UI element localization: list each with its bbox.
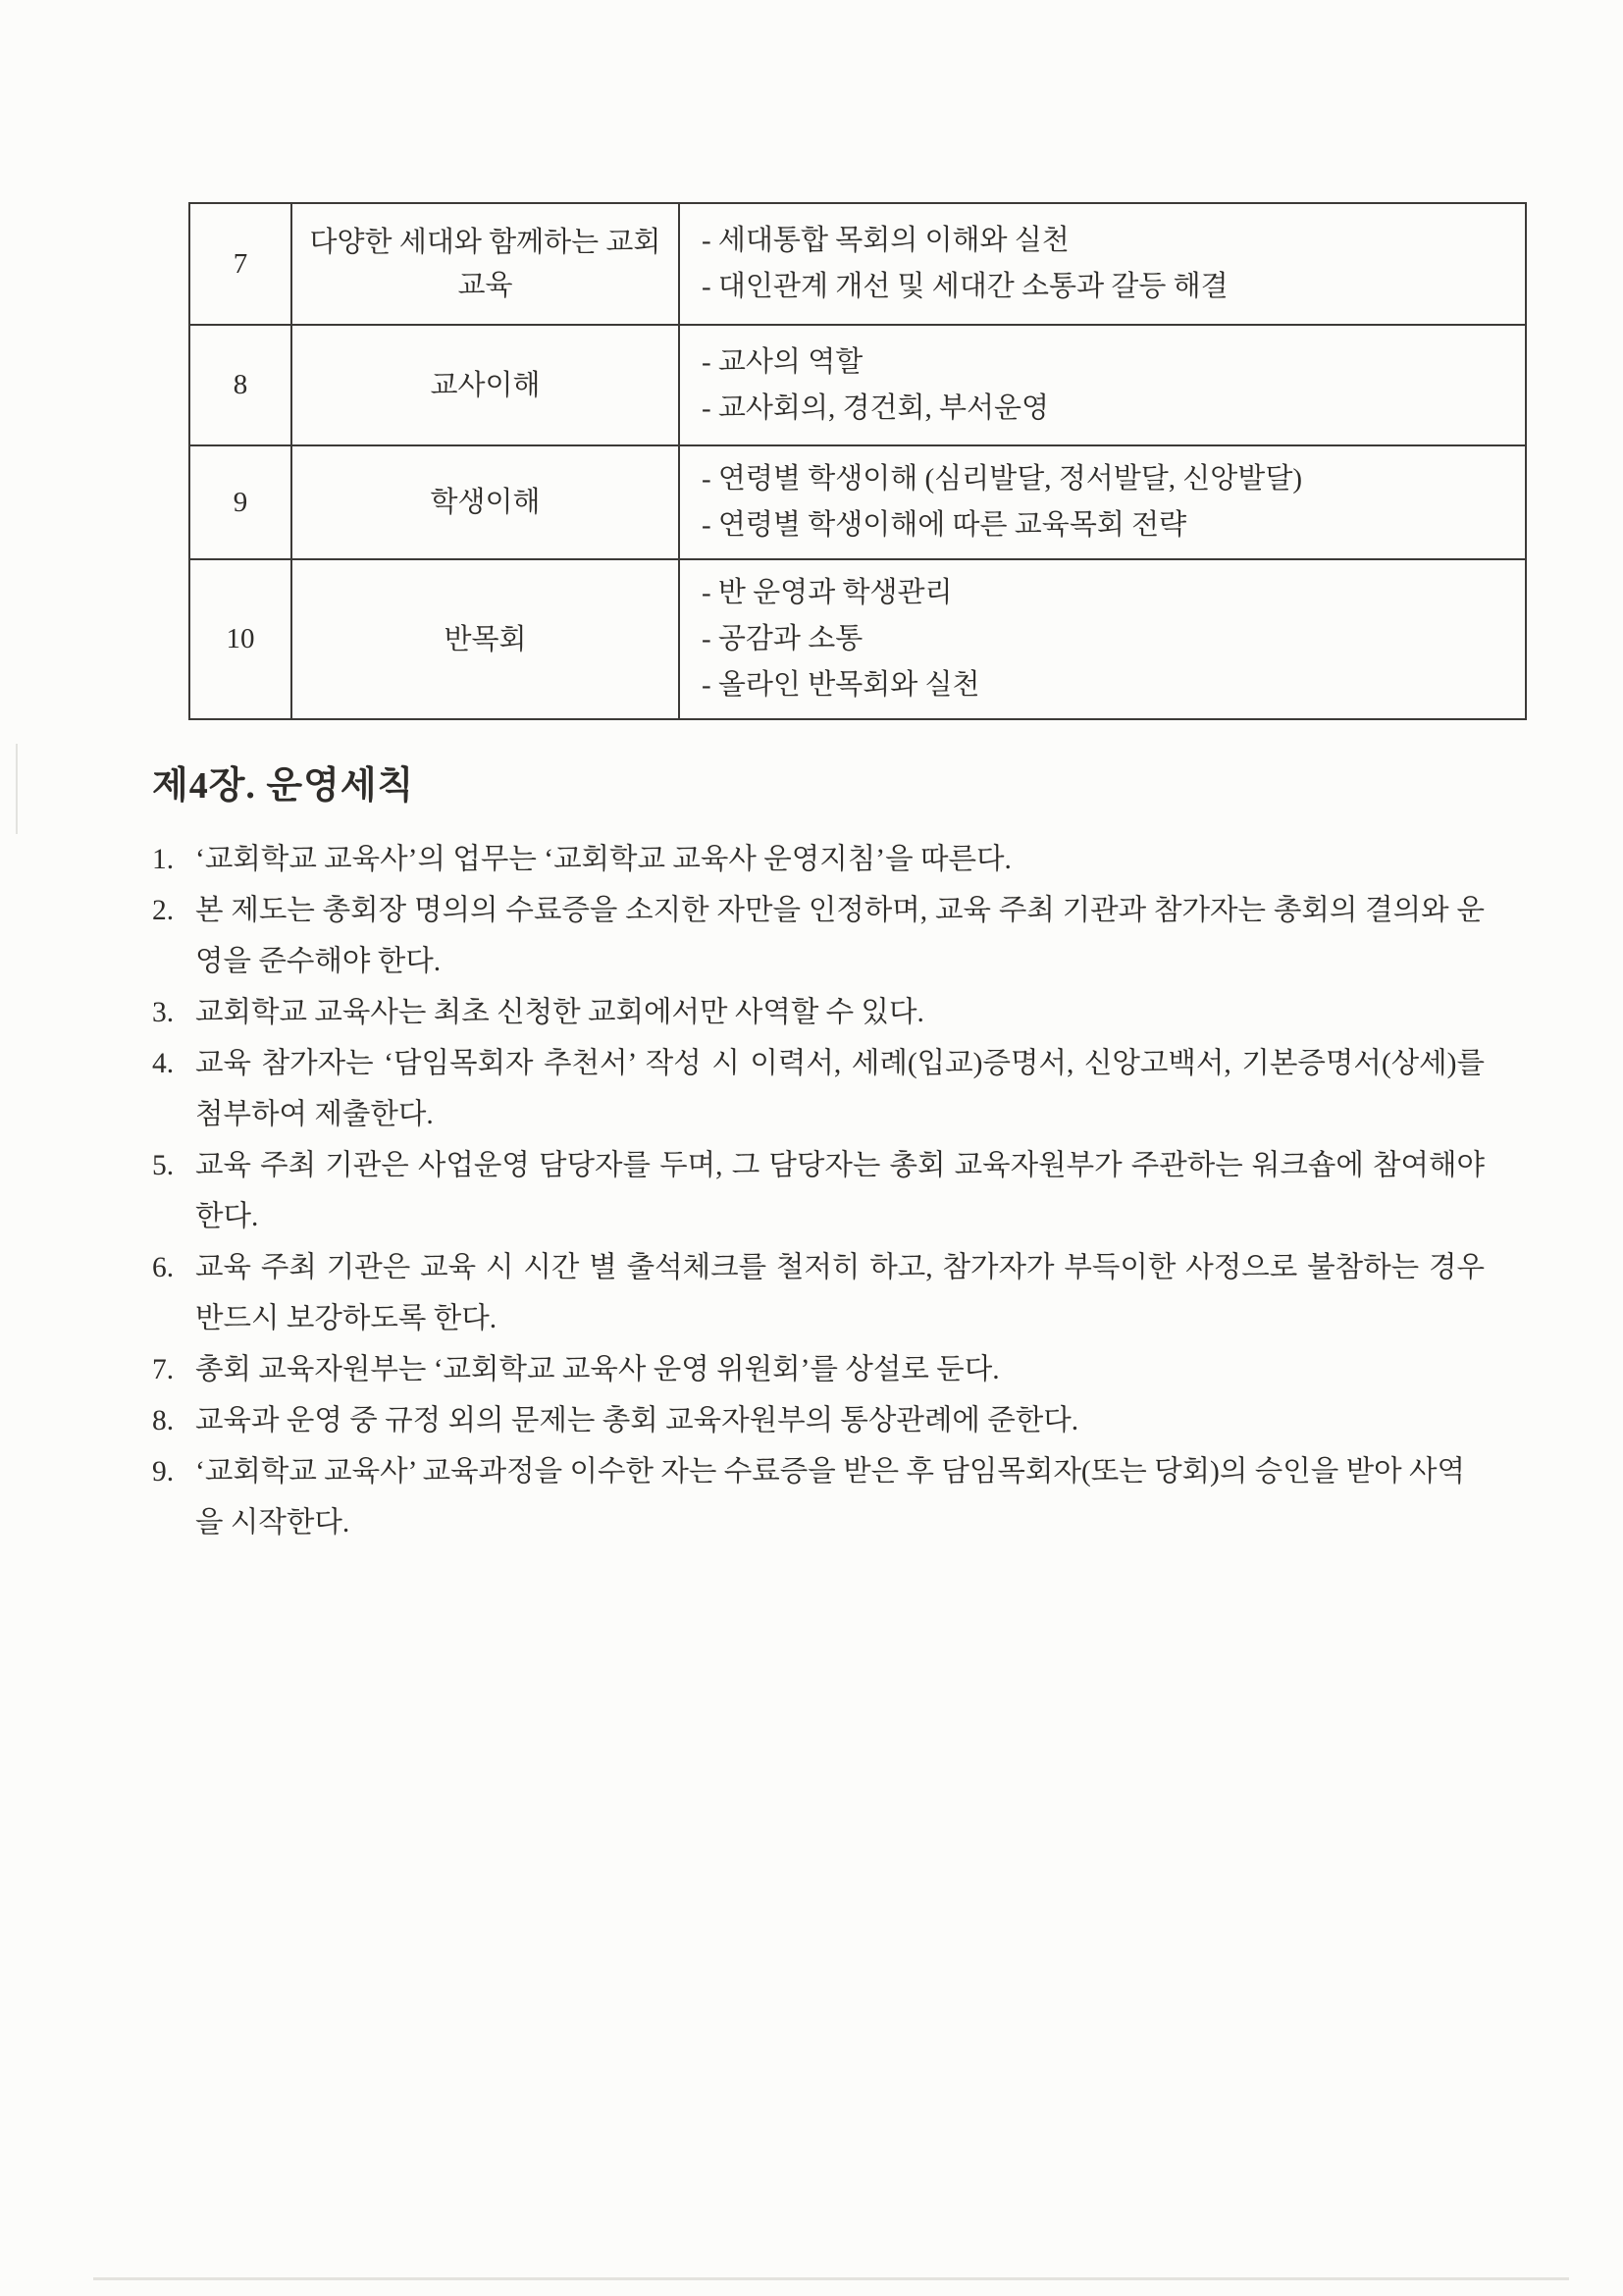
list-item bbox=[152, 1395, 1485, 1446]
point-line: - 교사회의, 경건회, 부서운영 bbox=[702, 391, 1050, 424]
table-row bbox=[189, 203, 1526, 325]
point-line: - 교사의 역할 bbox=[702, 345, 864, 378]
item-number: 7. bbox=[152, 1354, 175, 1385]
item-number: 1. bbox=[152, 844, 175, 875]
row-number: 8 bbox=[189, 325, 291, 445]
row-points bbox=[679, 325, 1526, 445]
item-number: 5. bbox=[152, 1150, 175, 1181]
rules-list bbox=[152, 834, 1485, 1548]
item-text: ‘교회학교 교육사’의 업무는 ‘교회학교 교육사 운영지침’을 따른다. bbox=[195, 844, 1012, 875]
table-row bbox=[189, 445, 1526, 559]
row-points bbox=[679, 445, 1526, 559]
point-line: - 공감과 소통 bbox=[702, 623, 864, 654]
row-number: 10 bbox=[189, 559, 291, 719]
row-points bbox=[679, 203, 1526, 325]
document-page bbox=[152, 0, 1487, 1548]
item-text: 본 제도는 총회장 명의의 수료증을 소지한 자만을 인정하며, 교육 주최 기관과 참가자는 총회의 결의와 운영을 준수해야 한다. bbox=[195, 895, 1485, 977]
list-item bbox=[152, 1140, 1485, 1242]
point-line: - 대인관계 개선 및 세대간 소통과 갈등 해결 bbox=[702, 271, 1229, 302]
list-item bbox=[152, 987, 1485, 1038]
section-heading: 제4장. 운영세칙 bbox=[152, 765, 415, 807]
row-topic: 학생이해 bbox=[291, 445, 679, 559]
item-text: 교육 주최 기관은 교육 시 시간 별 출석체크를 철저히 하고, 참가자가 부득이한 사정으로 불참하는 경우 반드시 보강하도록 한다. bbox=[195, 1252, 1485, 1334]
point-line: - 세대통합 목회의 이해와 실천 bbox=[702, 225, 1070, 256]
list-item bbox=[152, 1446, 1485, 1548]
item-text: 교육 주최 기관은 사업운영 담당자를 두며, 그 담당자는 총회 교육자원부가 주관하는 워크숍에 참여해야 한다. bbox=[195, 1150, 1485, 1232]
item-number: 9. bbox=[152, 1456, 175, 1487]
table-row bbox=[189, 325, 1526, 445]
point-line: - 연령별 학생이해 (심리발달, 정서발달, 신앙발달) bbox=[702, 463, 1302, 495]
curriculum-table bbox=[188, 202, 1527, 720]
item-text: 교회학교 교육사는 최초 신청한 교회에서만 사역할 수 있다. bbox=[195, 997, 924, 1028]
point-line: - 반 운영과 학생관리 bbox=[702, 577, 953, 608]
row-number: 9 bbox=[189, 445, 291, 559]
row-number: 7 bbox=[189, 203, 291, 325]
row-points bbox=[679, 559, 1526, 719]
item-text: 교육과 운영 중 규정 외의 문제는 총회 교육자원부의 통상관례에 준한다. bbox=[195, 1405, 1079, 1436]
list-item bbox=[152, 1038, 1485, 1140]
table-row bbox=[189, 559, 1526, 719]
item-text: 교육 참가자는 ‘담임목회자 추천서’ 작성 시 이력서, 세례(입교)증명서, 신앙고백서, 기본증명서(상세)를 첨부하여 제출한다. bbox=[195, 1048, 1485, 1130]
item-number: 2. bbox=[152, 895, 175, 926]
list-item bbox=[152, 834, 1485, 885]
row-topic: 반목회 bbox=[291, 559, 679, 719]
point-line: - 올라인 반목회와 실천 bbox=[702, 669, 980, 701]
scan-artifact-bottom-line bbox=[93, 2277, 1569, 2280]
scan-artifact-left-streak bbox=[16, 744, 18, 834]
item-number: 8. bbox=[152, 1405, 175, 1436]
list-item bbox=[152, 1344, 1485, 1395]
row-topic: 다양한 세대와 함께하는 교회교육 bbox=[291, 203, 679, 325]
item-number: 6. bbox=[152, 1252, 175, 1283]
item-number: 4. bbox=[152, 1048, 175, 1079]
item-number: 3. bbox=[152, 997, 175, 1028]
item-text: 총회 교육자원부는 ‘교회학교 교육사 운영 위원회’를 상설로 둔다. bbox=[195, 1354, 1000, 1385]
list-item bbox=[152, 885, 1485, 987]
point-line: - 연령별 학생이해에 따른 교육목회 전략 bbox=[702, 509, 1187, 541]
row-topic: 교사이해 bbox=[291, 325, 679, 445]
item-text: ‘교회학교 교육사’ 교육과정을 이수한 자는 수료증을 받은 후 담임목회자(또는 당회)의 승인을 받아 사역을 시작한다. bbox=[195, 1456, 1465, 1539]
list-item bbox=[152, 1242, 1485, 1344]
